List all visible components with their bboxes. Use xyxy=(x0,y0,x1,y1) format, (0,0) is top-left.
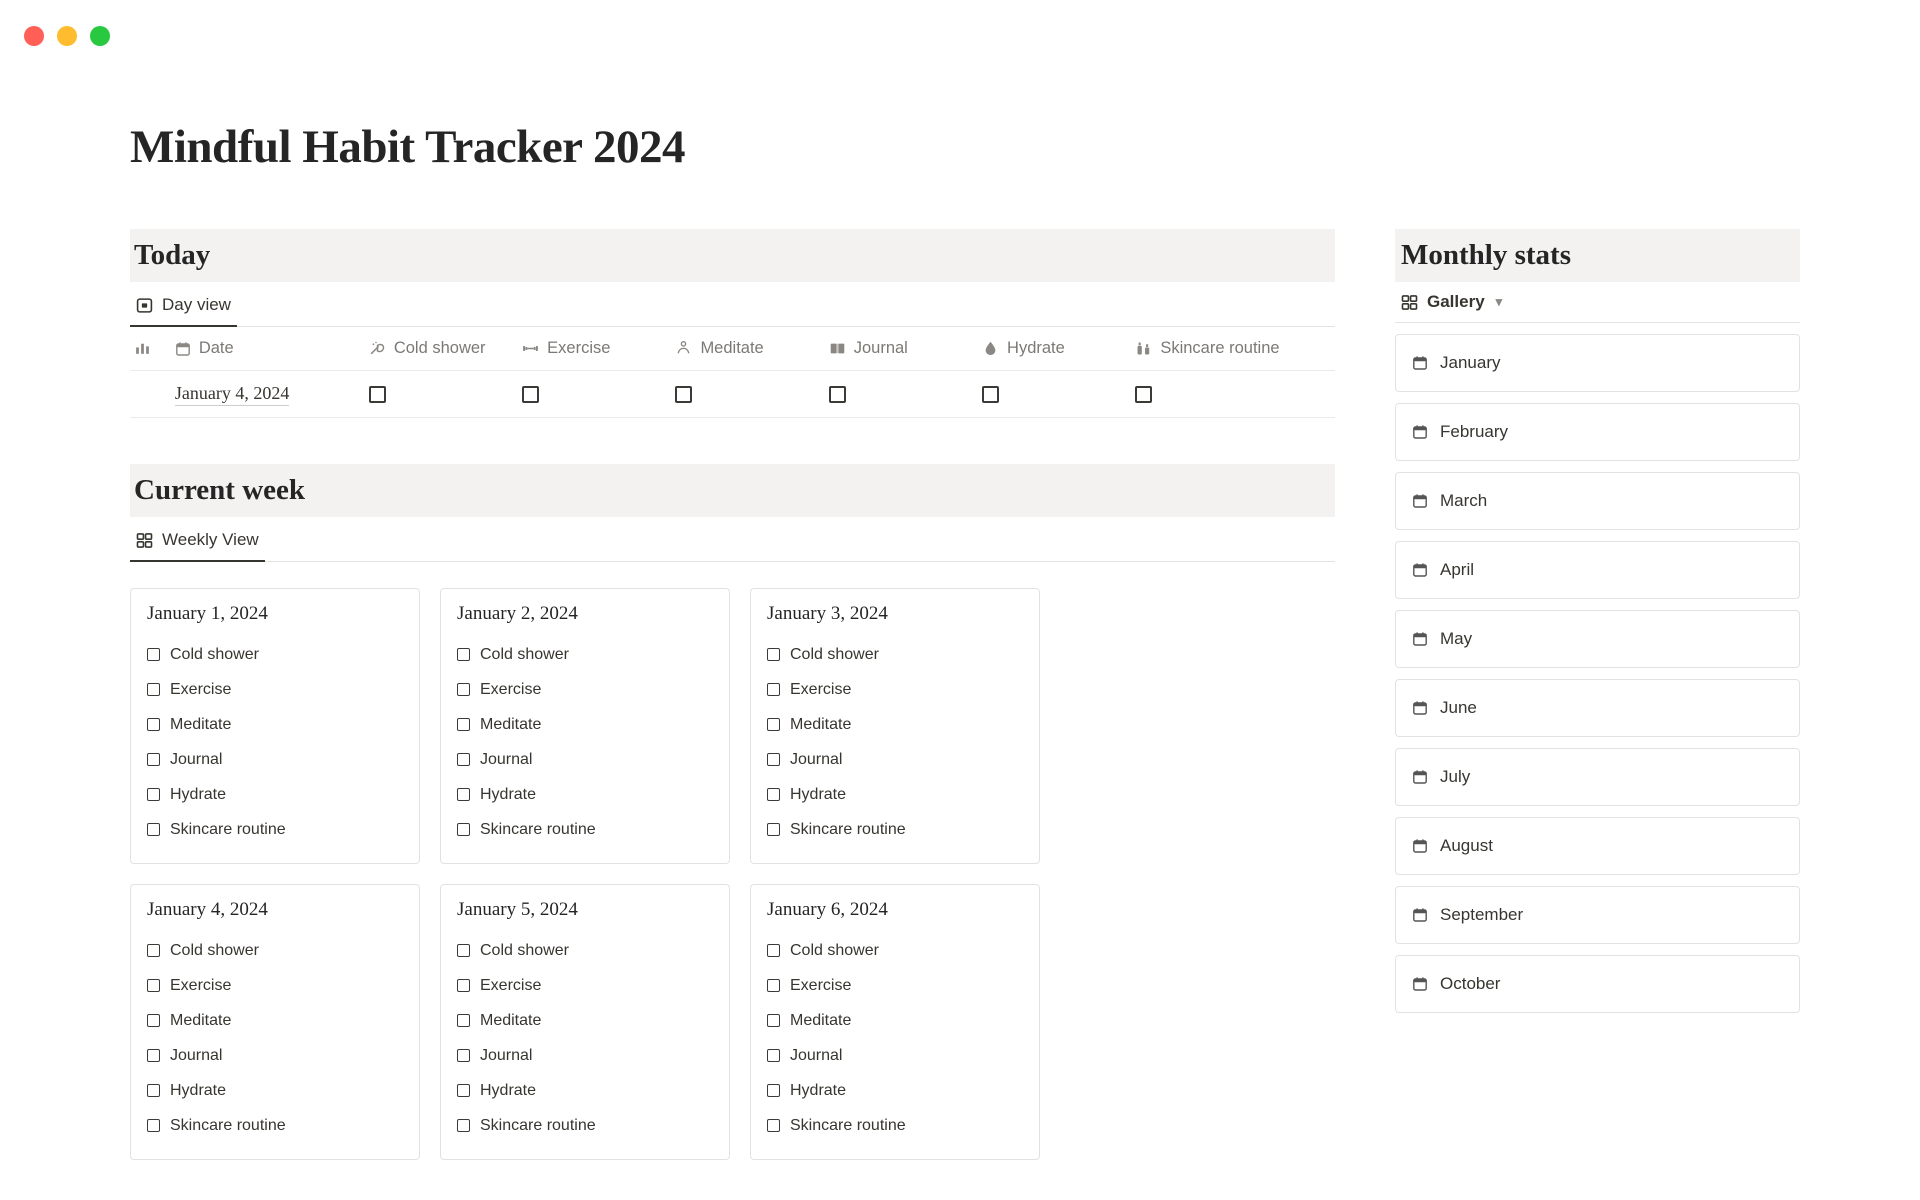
checkbox-hydrate[interactable] xyxy=(457,788,470,801)
card-habit-row[interactable] xyxy=(767,1073,1023,1108)
card-habit-row[interactable] xyxy=(457,812,713,847)
card-habit-label: Exercise xyxy=(170,680,232,698)
checkbox-exercise[interactable] xyxy=(457,683,470,696)
card-habit-label: Cold shower xyxy=(790,645,879,663)
card-habit-row[interactable] xyxy=(147,637,403,672)
chart-icon xyxy=(134,340,151,357)
card-habit-row[interactable] xyxy=(147,777,403,812)
checkbox-exercise[interactable] xyxy=(767,683,780,696)
row-hydrate-cell[interactable] xyxy=(978,386,1131,403)
checkbox-hydrate[interactable] xyxy=(457,1084,470,1097)
card-habit-label: Journal xyxy=(790,750,843,768)
checkbox-cold-shower[interactable] xyxy=(457,648,470,661)
main-column xyxy=(130,229,1335,1160)
checkbox-journal[interactable] xyxy=(829,386,846,403)
month-label: June xyxy=(1440,698,1477,717)
today-view-tabs xyxy=(130,286,1335,327)
checkbox-cold-shower[interactable] xyxy=(457,944,470,957)
card-habit-label: Journal xyxy=(170,750,223,768)
month-label: July xyxy=(1440,767,1471,786)
close-window-button[interactable] xyxy=(24,26,44,46)
card-habit-row[interactable] xyxy=(147,1073,403,1108)
page-title: Mindful Habit Tracker 2024 xyxy=(130,121,685,173)
card-habit-row[interactable] xyxy=(457,1003,713,1038)
today-section-heading: Today xyxy=(130,229,1335,282)
card-habit-label: Meditate xyxy=(170,715,232,733)
checkbox-skincare-routine[interactable] xyxy=(1135,386,1152,403)
window-title-bar xyxy=(0,0,1920,72)
calendar-icon xyxy=(1412,493,1428,509)
card-habit-label: Cold shower xyxy=(170,645,259,663)
card-habit-row[interactable] xyxy=(767,1038,1023,1073)
card-title: January 3, 2024 xyxy=(767,603,888,624)
card-habit-row[interactable] xyxy=(147,933,403,968)
card-habit-label: Skincare routine xyxy=(790,1116,906,1134)
card-habit-label: Skincare routine xyxy=(170,1116,286,1134)
calendar-icon xyxy=(1412,838,1428,854)
card-habit-label: Meditate xyxy=(480,715,542,733)
checkbox-exercise[interactable] xyxy=(147,979,160,992)
card-habit-label: Cold shower xyxy=(480,645,569,663)
card-habit-label: Journal xyxy=(790,1046,843,1064)
card-habit-row[interactable] xyxy=(767,637,1023,672)
column-cold-shower[interactable] xyxy=(365,339,518,358)
card-title: January 1, 2024 xyxy=(147,603,268,624)
meditate-icon xyxy=(675,340,692,357)
list-item[interactable] xyxy=(1395,955,1800,1013)
card-habit-label: Exercise xyxy=(480,976,542,994)
chevron-down-icon[interactable]: ▾ xyxy=(1495,294,1503,309)
column-date-label: Date xyxy=(198,339,234,357)
checkbox-hydrate[interactable] xyxy=(767,788,780,801)
card-habit-row[interactable] xyxy=(767,672,1023,707)
list-item[interactable] xyxy=(750,588,1040,864)
card-habit-row[interactable] xyxy=(457,742,713,777)
checkbox-journal[interactable] xyxy=(147,1049,160,1062)
card-habit-row[interactable] xyxy=(457,1073,713,1108)
card-habit-row[interactable] xyxy=(147,968,403,1003)
card-habit-row[interactable] xyxy=(457,968,713,1003)
checkbox-skincare-routine[interactable] xyxy=(147,1119,160,1132)
card-title: January 4, 2024 xyxy=(147,899,268,920)
book-icon xyxy=(829,340,846,357)
checkbox-journal[interactable] xyxy=(457,753,470,766)
list-item[interactable] xyxy=(1395,610,1800,668)
row-date-cell[interactable] xyxy=(171,383,365,406)
list-item[interactable] xyxy=(1395,886,1800,944)
tab-gallery-label: Gallery xyxy=(1427,292,1485,311)
column-journal[interactable] xyxy=(825,339,978,358)
checkbox-meditate[interactable] xyxy=(457,718,470,731)
checkbox-cold-shower[interactable] xyxy=(369,386,386,403)
calendar-icon xyxy=(1412,769,1428,785)
row-skincare-cell[interactable] xyxy=(1131,386,1335,403)
column-hydrate-label: Hydrate xyxy=(1007,339,1065,357)
card-habit-label: Exercise xyxy=(790,976,852,994)
card-habit-row[interactable] xyxy=(767,777,1023,812)
card-habit-label: Hydrate xyxy=(790,785,847,803)
card-habit-label: Exercise xyxy=(170,976,232,994)
checkbox-exercise[interactable] xyxy=(522,386,539,403)
column-index[interactable] xyxy=(130,340,171,357)
checkbox-exercise[interactable] xyxy=(457,979,470,992)
tab-weekly-view-label: Weekly View xyxy=(162,530,259,549)
month-label: January xyxy=(1440,353,1501,372)
row-meditate-cell[interactable] xyxy=(671,386,824,403)
list-item[interactable] xyxy=(1395,541,1800,599)
today-table xyxy=(130,327,1335,418)
checkbox-journal[interactable] xyxy=(767,1049,780,1062)
list-item[interactable] xyxy=(130,588,420,864)
checkbox-meditate[interactable] xyxy=(147,1014,160,1027)
card-habit-label: Hydrate xyxy=(790,1081,847,1099)
checkbox-cold-shower[interactable] xyxy=(767,944,780,957)
card-habit-label: Exercise xyxy=(480,680,542,698)
card-habit-row[interactable] xyxy=(457,672,713,707)
calendar-icon xyxy=(175,341,191,357)
card-title: January 6, 2024 xyxy=(767,899,888,920)
calendar-icon xyxy=(1412,700,1428,716)
card-habit-row[interactable] xyxy=(457,933,713,968)
minimize-window-button[interactable] xyxy=(57,26,77,46)
row-exercise-cell[interactable] xyxy=(518,386,671,403)
list-item[interactable] xyxy=(130,884,420,1160)
column-exercise-label: Exercise xyxy=(547,339,611,357)
card-habit-row[interactable] xyxy=(767,742,1023,777)
card-habit-row[interactable] xyxy=(147,707,403,742)
card-habit-row[interactable] xyxy=(147,742,403,777)
list-item[interactable] xyxy=(1395,334,1800,392)
checkbox-cold-shower[interactable] xyxy=(147,648,160,661)
month-label: May xyxy=(1440,629,1473,648)
checkbox-skincare-routine[interactable] xyxy=(767,823,780,836)
card-habit-label: Meditate xyxy=(790,1011,852,1029)
card-habit-label: Journal xyxy=(480,750,533,768)
checkbox-exercise[interactable] xyxy=(147,683,160,696)
card-habit-row[interactable] xyxy=(147,1003,403,1038)
card-habit-row[interactable] xyxy=(457,637,713,672)
card-habit-row[interactable] xyxy=(147,672,403,707)
tab-day-view[interactable] xyxy=(130,286,237,327)
month-label: March xyxy=(1440,491,1488,510)
card-habit-label: Hydrate xyxy=(480,785,537,803)
column-exercise[interactable] xyxy=(518,339,671,358)
calendar-icon xyxy=(1412,355,1428,371)
column-skincare-routine[interactable] xyxy=(1131,339,1335,358)
table-row[interactable] xyxy=(130,371,1335,418)
card-habit-row[interactable] xyxy=(147,1038,403,1073)
card-habit-row[interactable] xyxy=(457,777,713,812)
card-habit-label: Hydrate xyxy=(170,785,227,803)
calendar-icon xyxy=(1412,976,1428,992)
list-item[interactable] xyxy=(1395,817,1800,875)
card-habit-label: Skincare routine xyxy=(480,820,596,838)
gallery-icon xyxy=(136,532,153,549)
tab-weekly-view[interactable] xyxy=(130,521,265,562)
checkbox-hydrate[interactable] xyxy=(767,1084,780,1097)
list-item[interactable] xyxy=(1395,679,1800,737)
checkbox-skincare-routine[interactable] xyxy=(147,823,160,836)
card-habit-label: Meditate xyxy=(480,1011,542,1029)
card-habit-row[interactable] xyxy=(767,707,1023,742)
checkbox-skincare-routine[interactable] xyxy=(767,1119,780,1132)
droplet-icon xyxy=(982,340,999,357)
card-habit-label: Skincare routine xyxy=(480,1116,596,1134)
card-habit-row[interactable] xyxy=(457,707,713,742)
card-habit-row[interactable] xyxy=(147,812,403,847)
card-habit-row[interactable] xyxy=(767,812,1023,847)
calendar-icon xyxy=(1412,631,1428,647)
checkbox-meditate[interactable] xyxy=(457,1014,470,1027)
gallery-icon xyxy=(1401,294,1418,311)
traffic-lights xyxy=(24,26,110,46)
card-habit-row[interactable] xyxy=(767,1108,1023,1143)
row-cold-shower-cell[interactable] xyxy=(365,386,518,403)
card-habit-row[interactable] xyxy=(767,968,1023,1003)
current-week-section-heading: Current week xyxy=(130,464,1335,517)
card-habit-label: Cold shower xyxy=(480,941,569,959)
checkbox-exercise[interactable] xyxy=(767,979,780,992)
tab-day-view-label: Day view xyxy=(162,295,231,314)
checkbox-meditate[interactable] xyxy=(675,386,692,403)
tab-gallery[interactable] xyxy=(1395,282,1800,323)
dumbbell-icon xyxy=(522,340,539,357)
card-habit-row[interactable] xyxy=(767,1003,1023,1038)
list-item[interactable] xyxy=(1395,748,1800,806)
column-meditate[interactable] xyxy=(671,339,824,358)
row-date-value[interactable]: January 4, 2024 xyxy=(175,383,289,406)
month-label: February xyxy=(1440,422,1509,441)
card-habit-label: Cold shower xyxy=(790,941,879,959)
month-label: October xyxy=(1440,974,1501,993)
maximize-window-button[interactable] xyxy=(90,26,110,46)
card-habit-label: Skincare routine xyxy=(790,820,906,838)
list-item[interactable] xyxy=(1395,403,1800,461)
card-habit-label: Meditate xyxy=(790,715,852,733)
list-item[interactable] xyxy=(1395,472,1800,530)
checkbox-hydrate[interactable] xyxy=(982,386,999,403)
card-habit-label: Hydrate xyxy=(480,1081,537,1099)
list-item[interactable] xyxy=(440,884,730,1160)
card-title: January 2, 2024 xyxy=(457,603,578,624)
monthly-stats-heading: Monthly stats xyxy=(1395,229,1800,282)
list-item[interactable] xyxy=(440,588,730,864)
calendar-icon xyxy=(1412,907,1428,923)
checkbox-journal[interactable] xyxy=(457,1049,470,1062)
shower-icon xyxy=(369,340,386,357)
card-habit-row[interactable] xyxy=(767,933,1023,968)
checkbox-cold-shower[interactable] xyxy=(767,648,780,661)
checkbox-hydrate[interactable] xyxy=(147,1084,160,1097)
month-label: August xyxy=(1440,836,1493,855)
card-habit-label: Cold shower xyxy=(170,941,259,959)
column-journal-label: Journal xyxy=(853,339,908,357)
weekly-view-tabs xyxy=(130,521,1335,562)
card-habit-label: Journal xyxy=(170,1046,223,1064)
month-label: April xyxy=(1440,560,1475,579)
page-content xyxy=(0,120,1920,1160)
card-habit-label: Journal xyxy=(480,1046,533,1064)
card-habit-label: Hydrate xyxy=(170,1081,227,1099)
day-view-icon xyxy=(136,297,153,314)
list-item[interactable] xyxy=(750,884,1040,1160)
checkbox-skincare-routine[interactable] xyxy=(457,823,470,836)
today-table-header xyxy=(130,327,1335,371)
checkbox-journal[interactable] xyxy=(147,753,160,766)
month-label: September xyxy=(1440,905,1524,924)
checkbox-hydrate[interactable] xyxy=(147,788,160,801)
column-cold-shower-label: Cold shower xyxy=(393,339,486,357)
checkbox-cold-shower[interactable] xyxy=(147,944,160,957)
column-skincare-label: Skincare routine xyxy=(1160,339,1280,357)
column-meditate-label: Meditate xyxy=(700,339,764,357)
monthly-stats-column xyxy=(1395,229,1800,1160)
checkbox-meditate[interactable] xyxy=(767,718,780,731)
card-habit-row[interactable] xyxy=(457,1038,713,1073)
card-habit-label: Meditate xyxy=(170,1011,232,1029)
column-date[interactable] xyxy=(171,339,365,358)
card-habit-row[interactable] xyxy=(147,1108,403,1143)
calendar-icon xyxy=(1412,424,1428,440)
skincare-icon xyxy=(1135,340,1152,357)
card-habit-label: Skincare routine xyxy=(170,820,286,838)
row-journal-cell[interactable] xyxy=(825,386,978,403)
calendar-icon xyxy=(1412,562,1428,578)
week-cards-grid xyxy=(130,588,1335,1160)
card-title: January 5, 2024 xyxy=(457,899,578,920)
checkbox-meditate[interactable] xyxy=(147,718,160,731)
card-habit-row[interactable] xyxy=(457,1108,713,1143)
checkbox-meditate[interactable] xyxy=(767,1014,780,1027)
card-habit-label: Exercise xyxy=(790,680,852,698)
column-hydrate[interactable] xyxy=(978,339,1131,358)
checkbox-skincare-routine[interactable] xyxy=(457,1119,470,1132)
checkbox-journal[interactable] xyxy=(767,753,780,766)
page-columns xyxy=(0,229,1920,1160)
